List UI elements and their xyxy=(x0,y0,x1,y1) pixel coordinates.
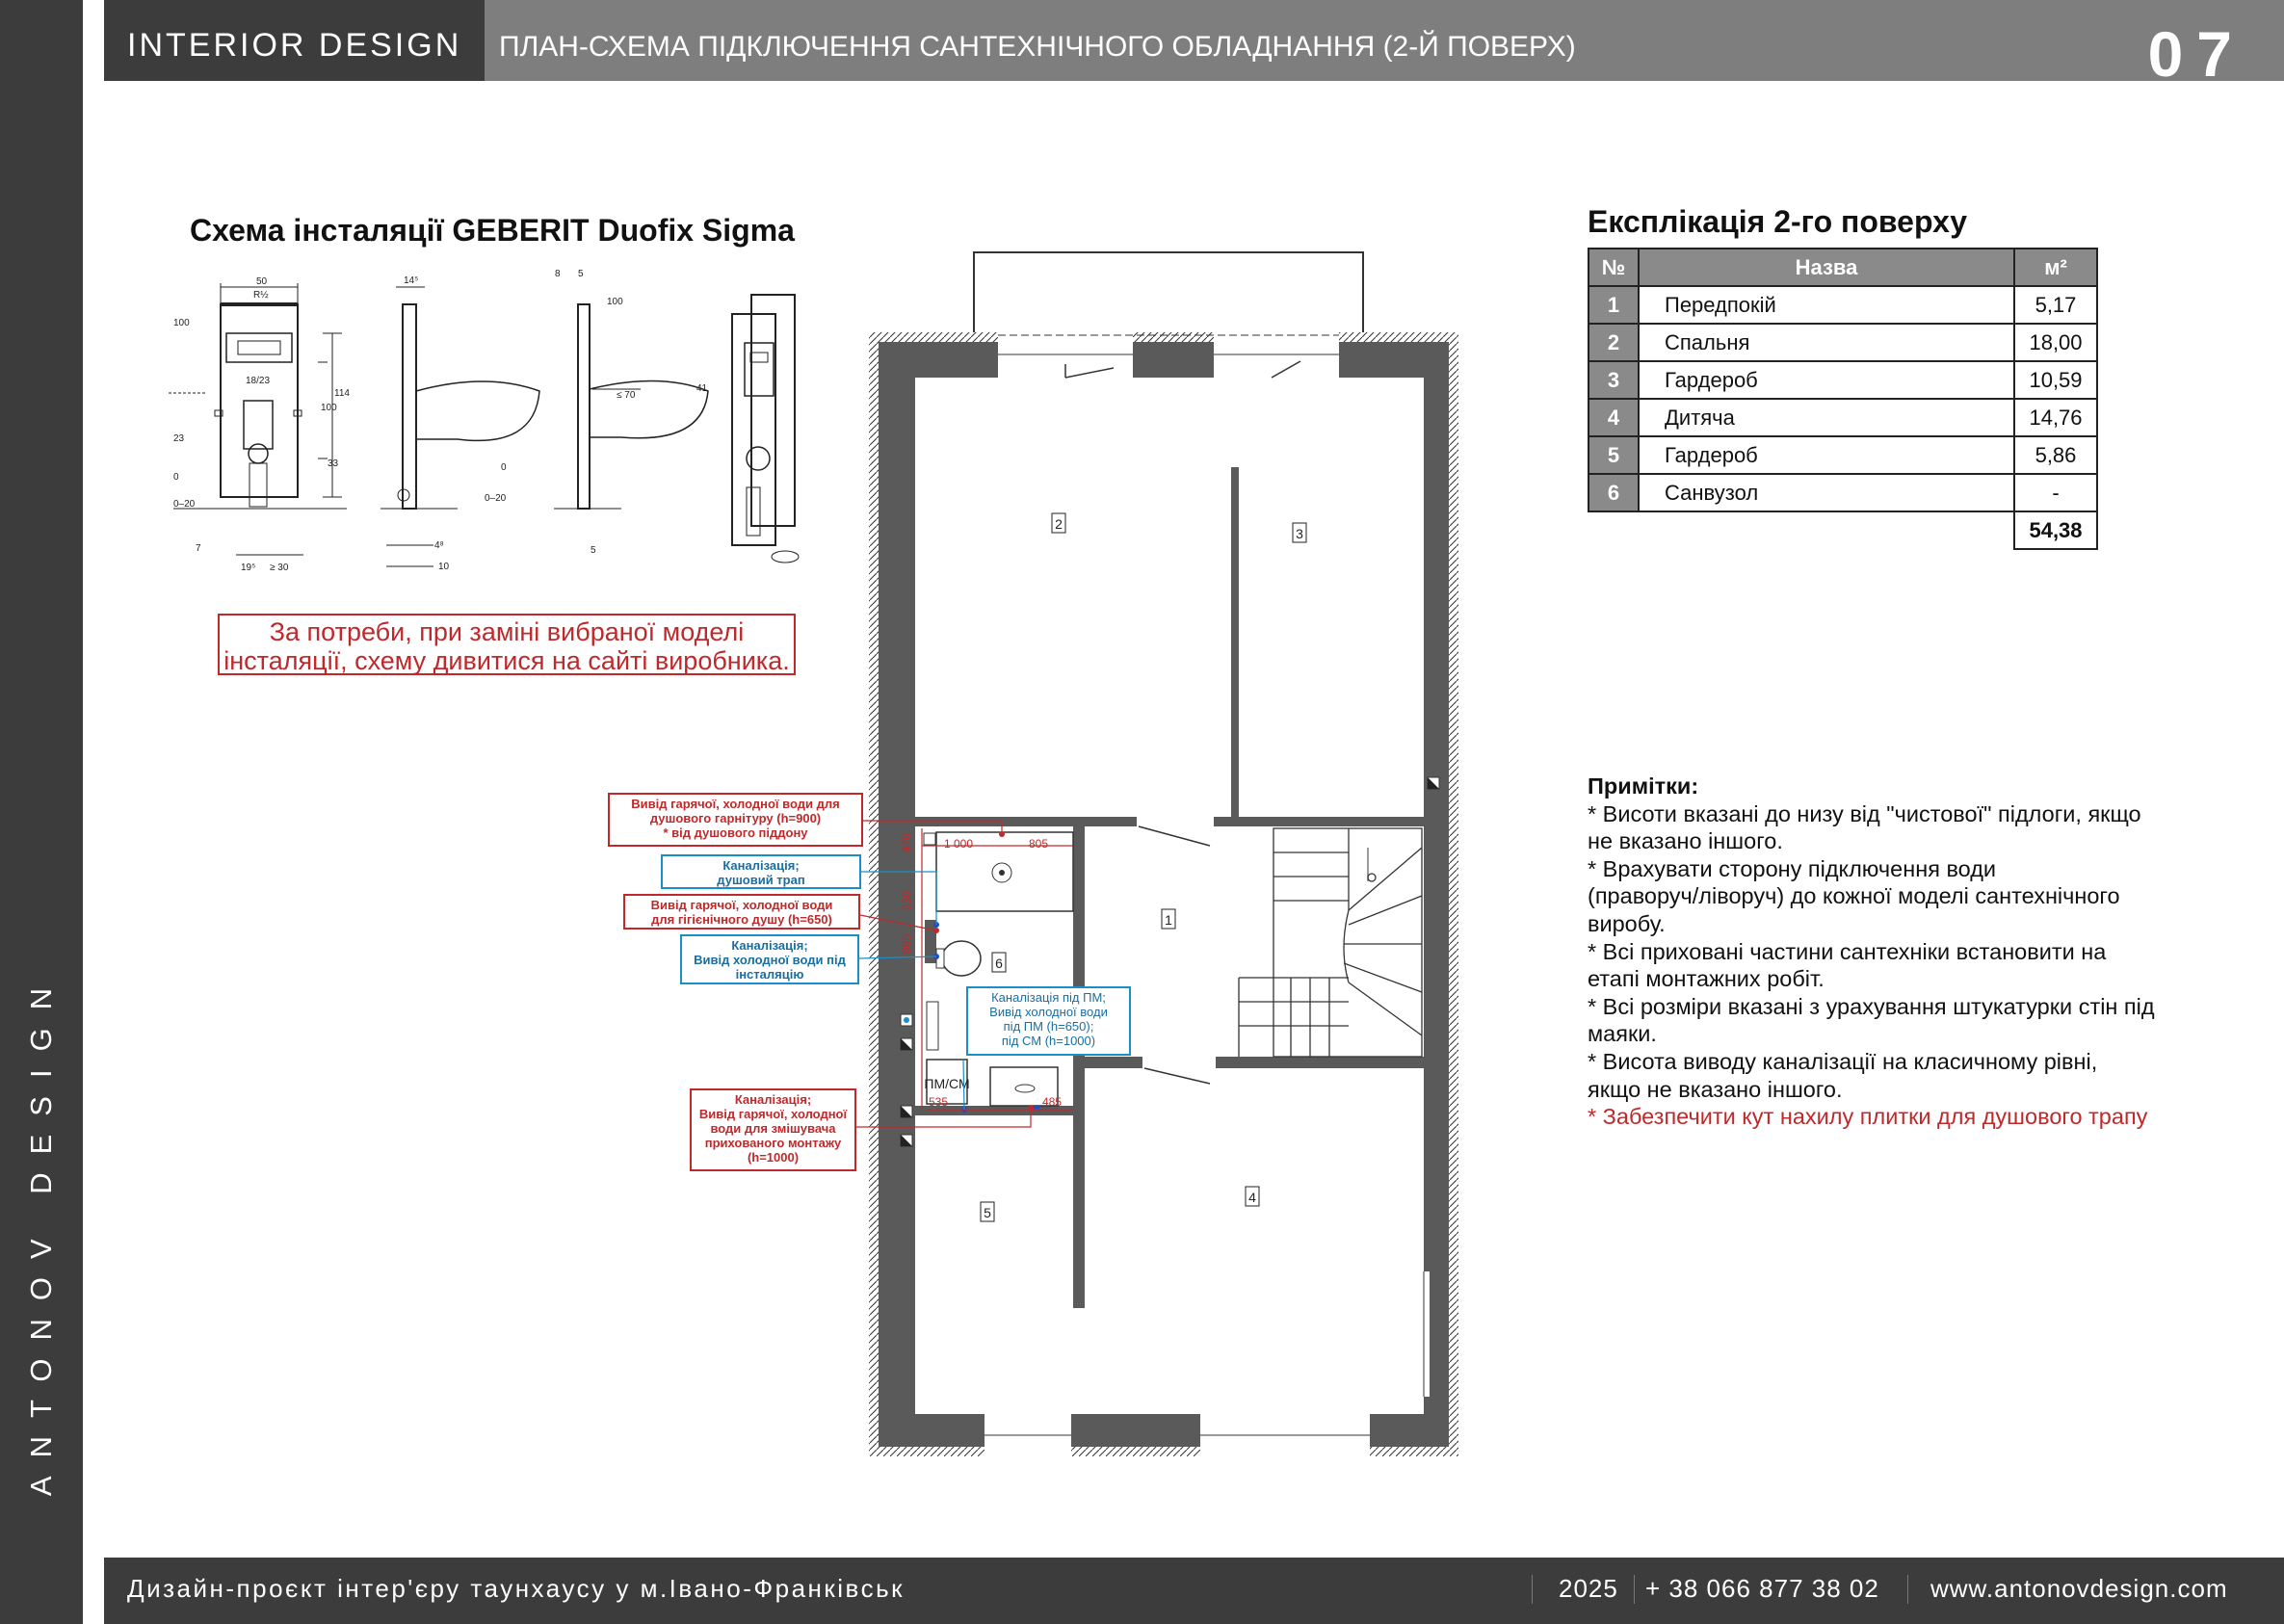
footer-divider xyxy=(1907,1575,1908,1604)
footer-project: Дизайн-проєкт інтер'єру таунхаусу у м.Івано-Франківськ xyxy=(127,1574,906,1603)
notes-heading: Примітки: xyxy=(1588,773,1699,799)
footer-year: 2025 xyxy=(1559,1574,1618,1603)
dim-4-8: 4⁸ xyxy=(434,540,444,551)
row-num: 3 xyxy=(1588,361,1639,399)
table-row xyxy=(1588,324,2097,361)
row-num: 5 xyxy=(1588,436,1639,474)
footer-divider xyxy=(1532,1575,1533,1604)
callout-line: інсталяцію xyxy=(735,967,804,982)
explication-table xyxy=(1588,248,2098,550)
dim-30: ≥ 30 xyxy=(270,563,289,573)
note-line: маяки. xyxy=(1588,1021,1657,1047)
callout-line: Каналізація; xyxy=(722,858,800,873)
callout-leaders xyxy=(819,809,1108,1156)
installation-title: Схема інсталяції GEBERIT Duofix Sigma xyxy=(190,213,795,248)
dim-0-20a: 0–20 xyxy=(173,499,196,510)
dim-7: 7 xyxy=(196,543,201,554)
room-label-2: 2 xyxy=(1055,516,1063,532)
dim-485: 485 xyxy=(1042,1095,1063,1109)
row-name: Санвузол xyxy=(1639,474,2014,511)
table-row xyxy=(1588,361,2097,399)
dim-33: 33 xyxy=(328,458,339,469)
dim-5: 5 xyxy=(578,269,584,279)
dim-70: ≤ 70 xyxy=(617,390,636,401)
callout-washer xyxy=(966,986,1131,1056)
callout-toilet-installation xyxy=(680,934,859,984)
callout-line: Каналізація; xyxy=(734,1092,812,1107)
page-title: ПЛАН-СХЕМА ПІДКЛЮЧЕННЯ САНТЕХНІЧНОГО ОБЛАДНАННЯ (2-Й ПОВЕРХ) xyxy=(499,31,1576,63)
row-name: Дитяча xyxy=(1639,399,2014,436)
note-line: якщо не вказано іншого. xyxy=(1588,1076,1843,1102)
footer-website[interactable]: www.antonovdesign.com xyxy=(1930,1574,2228,1603)
row-name: Гардероб xyxy=(1639,436,2014,474)
total-row xyxy=(1588,511,2097,549)
row-name: Передпокій xyxy=(1639,286,2014,324)
callout-line: Каналізація під ПМ; xyxy=(991,990,1106,1005)
note-line: * Всі приховані частини сантехніки встановити на xyxy=(1588,938,2107,964)
dim-5b: 5 xyxy=(591,545,596,556)
row-area: 18,00 xyxy=(2014,324,2097,361)
note-line: * Висота виводу каналізації на класичному рівні, xyxy=(1588,1048,2098,1074)
header-brand: INTERIOR DESIGN xyxy=(127,27,462,64)
dim-805: 805 xyxy=(1029,837,1049,851)
note-warning: * Забезпечити кут нахилу плитки для душового трапу xyxy=(1588,1104,2148,1130)
note-line: не вказано іншого. xyxy=(1588,828,1783,854)
callout-line: Вивід гарячої, холодної води для xyxy=(631,797,840,811)
callout-line: душового гарнітуру (h=900) xyxy=(649,811,822,825)
callout-line: душовий трап xyxy=(717,873,805,887)
callout-shower-set xyxy=(608,793,863,847)
header-num: № xyxy=(1588,249,1639,286)
callout-line: Вивід гарячої, холодної води xyxy=(650,898,833,912)
note-line: * Врахувати сторону підключення води xyxy=(1588,855,1997,881)
room-label-5: 5 xyxy=(984,1205,991,1220)
explication-header-row xyxy=(1588,249,2097,286)
dim-630: 630 xyxy=(900,890,913,910)
callout-line: * від душового піддону xyxy=(663,825,808,840)
footer-phone: + 38 066 877 38 02 xyxy=(1645,1574,1879,1603)
footer-divider xyxy=(1634,1575,1635,1604)
row-area: 5,17 xyxy=(2014,286,2097,324)
dim-535: 535 xyxy=(929,1095,949,1109)
dim-8: 8 xyxy=(555,269,561,279)
callout-shower-drain xyxy=(661,854,861,889)
dim-470: 470 xyxy=(900,832,913,852)
callout-line: Вивід гарячої, холодної xyxy=(698,1107,848,1121)
dim-19: 19⁵ xyxy=(241,563,256,573)
note-line: * Висоти вказані до низу від "чистової" підлоги, якщо xyxy=(1588,800,2141,826)
header-name: Назва xyxy=(1639,249,2014,286)
dim-41: 41 xyxy=(696,383,708,394)
explication-title: Експлікація 2-го поверху xyxy=(1588,204,1968,239)
installation-side-view-1 xyxy=(381,275,539,572)
room-label-6: 6 xyxy=(995,956,1003,971)
row-area: - xyxy=(2014,474,2097,511)
dim-0a: 0 xyxy=(173,472,179,483)
table-row xyxy=(1588,399,2097,436)
installation-side-view-2 xyxy=(554,269,708,556)
callout-line: води для змішувача xyxy=(710,1121,836,1136)
dim-0-20b: 0–20 xyxy=(485,493,507,504)
installation-note-line-2: інсталяції, схему дивитися на сайті виробника. xyxy=(223,646,790,675)
dim-100c: 100 xyxy=(321,403,337,413)
note-line: етапі монтажних робіт. xyxy=(1588,966,1825,992)
dim-50: 50 xyxy=(256,276,268,287)
row-num: 6 xyxy=(1588,474,1639,511)
dim-100b: 100 xyxy=(607,297,623,307)
dim-23: 23 xyxy=(173,433,185,444)
callout-line: під СМ (h=1000) xyxy=(1001,1034,1096,1048)
dim-10: 10 xyxy=(438,562,450,572)
note-line: * Всі розміри вказані з урахування штукатурки стін під xyxy=(1588,993,2155,1019)
callout-line: під ПМ (h=650); xyxy=(1003,1019,1094,1034)
total-area: 54,38 xyxy=(2014,511,2097,549)
installation-3d-view xyxy=(732,295,799,563)
table-row xyxy=(1588,436,2097,474)
callout-concealed-mixer xyxy=(690,1088,856,1171)
installation-note xyxy=(218,614,796,675)
row-num: 2 xyxy=(1588,324,1639,361)
dim-18-23: 18/23 xyxy=(246,376,271,386)
row-area: 5,86 xyxy=(2014,436,2097,474)
row-name: Спальня xyxy=(1639,324,2014,361)
dim-14-5: 14⁵ xyxy=(404,275,419,286)
dim-114: 114 xyxy=(334,388,350,399)
dim-1000: 1 000 xyxy=(944,837,974,851)
row-name: Гардероб xyxy=(1639,361,2014,399)
row-area: 14,76 xyxy=(2014,399,2097,436)
page-number: 07 xyxy=(2147,18,2245,90)
balcony xyxy=(974,252,1363,335)
callout-line: для гігієнічного душу (h=650) xyxy=(651,912,832,927)
room-label-4: 4 xyxy=(1248,1190,1256,1205)
note-line: виробу. xyxy=(1588,910,1666,936)
footer xyxy=(104,1558,2284,1624)
dim-100a: 100 xyxy=(173,318,190,328)
header-area: м² xyxy=(2014,249,2097,286)
notes xyxy=(1588,773,2204,1131)
callout-line: прихованого монтажу xyxy=(704,1136,842,1150)
callout-line: Вивід холодної води під xyxy=(694,953,846,967)
row-num: 1 xyxy=(1588,286,1639,324)
installation-note-line-1: За потреби, при заміні вибраної моделі xyxy=(269,617,745,646)
callout-hygienic-shower xyxy=(623,894,860,930)
room-label-3: 3 xyxy=(1296,526,1303,541)
callout-line: Каналізація; xyxy=(731,938,808,953)
dim-r12: R½ xyxy=(253,290,269,301)
table-row xyxy=(1588,474,2097,511)
installation-front-view xyxy=(169,276,350,573)
callout-line: Вивід холодної води xyxy=(989,1005,1108,1019)
dim-860: 860 xyxy=(900,933,913,954)
table-row xyxy=(1588,286,2097,324)
room-label-1: 1 xyxy=(1165,912,1172,928)
row-area: 10,59 xyxy=(2014,361,2097,399)
callout-line: (h=1000) xyxy=(747,1150,800,1165)
sidebar-brand-text: ANTONOV DESIGN xyxy=(24,969,58,1497)
row-num: 4 xyxy=(1588,399,1639,436)
dim-0b: 0 xyxy=(501,462,507,473)
washer-label: ПМ/СМ xyxy=(924,1076,970,1091)
note-line: (праворуч/ліворуч) до кожної моделі сантехнічного xyxy=(1588,883,2120,909)
installation-drawings xyxy=(169,266,824,584)
